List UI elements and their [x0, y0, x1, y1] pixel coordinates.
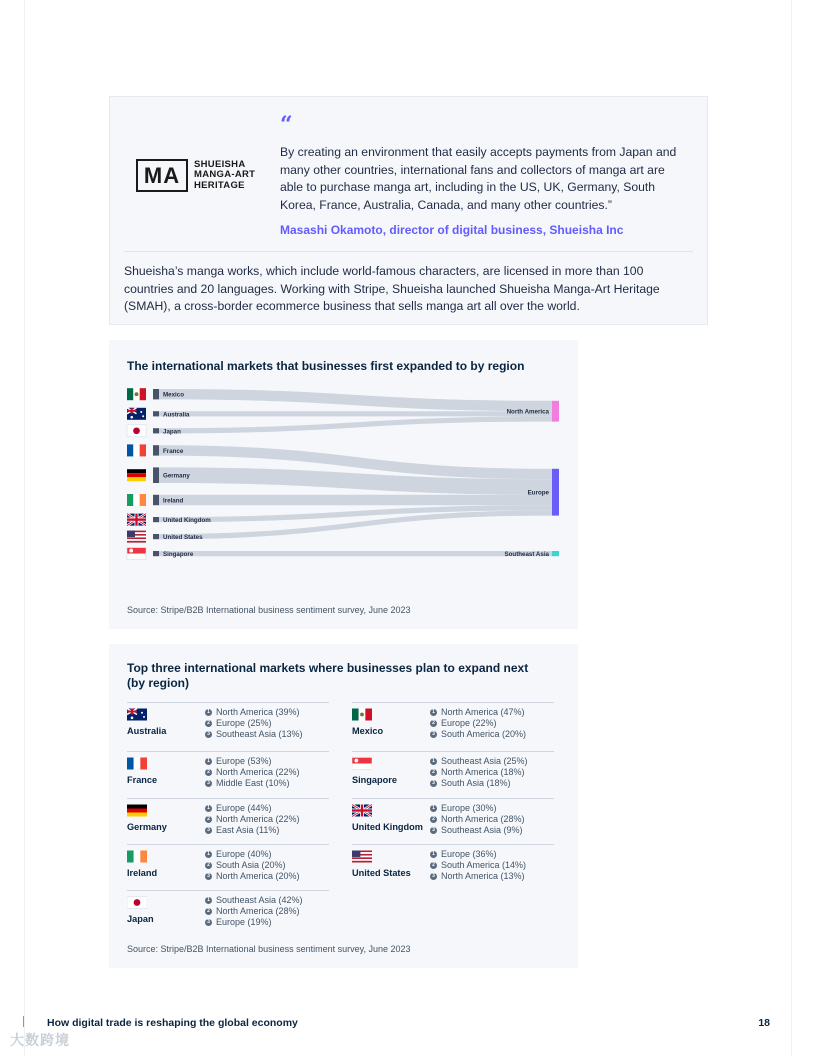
- market-item: [430, 803, 525, 814]
- rank-number-icon: 2: [205, 816, 212, 823]
- market-label: Southeast Asia (13%): [216, 729, 303, 739]
- market-item: [430, 871, 526, 882]
- country-row: [352, 751, 554, 795]
- market-label: Southeast Asia (25%): [441, 756, 528, 766]
- sankey-node-united-states: [153, 534, 159, 539]
- expansion-table-card: [109, 644, 578, 968]
- row-divider: [352, 798, 554, 799]
- country-name: Singapore: [352, 775, 397, 785]
- row-divider: [127, 844, 329, 845]
- market-list: [205, 707, 303, 740]
- sankey-node-mexico: [153, 389, 159, 399]
- rank-number-icon: 1: [430, 758, 437, 765]
- flag-us-icon: [352, 850, 372, 863]
- sankey-node-france: [153, 445, 159, 455]
- market-label: North America (20%): [216, 871, 300, 881]
- market-list: [205, 803, 300, 836]
- sankey-target-label-north-america: North America: [506, 408, 549, 416]
- logo-wordmark: [194, 160, 255, 192]
- divider: [124, 251, 693, 252]
- country-row: [127, 798, 329, 842]
- market-label: South Asia (18%): [441, 778, 511, 788]
- market-label: Europe (44%): [216, 803, 272, 813]
- market-item: [430, 825, 525, 836]
- country-name: United Kingdom: [352, 822, 423, 832]
- market-list: [430, 803, 525, 836]
- market-label: North America (28%): [216, 906, 300, 916]
- row-divider: [352, 751, 554, 752]
- flag-de-icon: [127, 804, 147, 817]
- rank-number-icon: 3: [430, 873, 437, 880]
- market-label: Europe (53%): [216, 756, 272, 766]
- market-item: [430, 729, 526, 740]
- rank-number-icon: 3: [205, 780, 212, 787]
- rank-number-icon: 3: [205, 731, 212, 738]
- sankey-label-australia: Australia: [163, 411, 190, 419]
- market-item: [205, 825, 300, 836]
- sankey-label-france: France: [163, 447, 184, 455]
- sankey-label-united-kingdom: United Kingdom: [163, 517, 211, 525]
- market-list: [430, 707, 526, 740]
- sankey-flow-japan: [159, 416, 552, 436]
- country-row: [352, 702, 554, 746]
- row-divider: [127, 702, 329, 703]
- flag-france-icon: [127, 444, 146, 456]
- flag-ie-icon: [127, 850, 147, 863]
- table-title: Top three international markets where businesses plan to expand next (by region): [127, 661, 529, 690]
- rank-number-icon: 2: [205, 720, 212, 727]
- country-name: Australia: [127, 726, 167, 736]
- rank-number-icon: 3: [430, 731, 437, 738]
- market-item: [430, 767, 528, 778]
- market-label: South America (20%): [441, 729, 527, 739]
- sankey-flow-singapore: [159, 551, 552, 559]
- market-label: North America (39%): [216, 707, 300, 717]
- sankey-label-japan: Japan: [163, 428, 181, 436]
- rank-number-icon: 2: [430, 769, 437, 776]
- sankey-flows: [159, 389, 552, 559]
- sankey-flow-ireland: [159, 495, 552, 505]
- chart-source: Source: Stripe/B2B International business sentiment survey, June 2023: [127, 605, 411, 615]
- logo-line-2: MANGA-ART: [194, 169, 256, 181]
- country-name: Mexico: [352, 726, 384, 736]
- market-item: [205, 767, 300, 778]
- market-label: North America (22%): [216, 814, 300, 824]
- country-name: Japan: [127, 914, 154, 924]
- rank-number-icon: 2: [430, 862, 437, 869]
- sankey-flow-australia: [159, 408, 552, 419]
- sankey-node-japan: [153, 428, 159, 433]
- row-divider: [127, 751, 329, 752]
- country-row: [352, 798, 554, 842]
- sankey-target-label-southeast-asia: Southeast Asia: [504, 551, 549, 559]
- market-item: [205, 849, 300, 860]
- rank-number-icon: 2: [430, 816, 437, 823]
- market-item: [205, 917, 303, 928]
- market-item: [430, 849, 526, 860]
- flag-jp-icon: [127, 896, 147, 909]
- logo-line-3: HERITAGE: [194, 179, 245, 191]
- rank-number-icon: 3: [430, 780, 437, 787]
- country-name: Ireland: [127, 868, 158, 878]
- page-number: 18: [758, 1017, 770, 1029]
- flag-ireland-icon: [127, 494, 146, 506]
- flag-singapore-icon: [127, 548, 146, 560]
- table-source: Source: Stripe/B2B International business sentiment survey, June 2023: [127, 944, 411, 954]
- country-row: [127, 844, 329, 888]
- flag-australia-icon: [127, 408, 146, 420]
- row-divider: [352, 702, 554, 703]
- market-item: [205, 871, 300, 882]
- market-item: [205, 756, 300, 767]
- sankey-chart: [109, 340, 578, 629]
- market-label: North America (28%): [441, 814, 525, 824]
- country-name: Germany: [127, 822, 167, 832]
- market-item: [430, 718, 526, 729]
- rank-number-icon: 1: [430, 805, 437, 812]
- sankey-label-ireland: Ireland: [163, 497, 184, 505]
- market-label: Europe (36%): [441, 849, 497, 859]
- sankey-node-ireland: [153, 495, 159, 505]
- market-item: [205, 895, 303, 906]
- market-label: South Asia (20%): [216, 860, 286, 870]
- market-label: Europe (22%): [441, 718, 497, 728]
- row-divider: [352, 844, 554, 845]
- sankey-target-label-europe: Europe: [527, 489, 549, 497]
- market-list: [205, 849, 300, 882]
- sankey-node-singapore: [153, 551, 159, 556]
- flag-au-icon: [127, 708, 147, 721]
- rank-number-icon: 3: [205, 873, 212, 880]
- market-label: East Asia (11%): [216, 825, 280, 835]
- sankey-label-germany: Germany: [163, 472, 190, 480]
- sankey-node-germany: [153, 467, 159, 483]
- market-label: Southeast Asia (42%): [216, 895, 303, 905]
- quote-card: [109, 96, 708, 325]
- rank-number-icon: 1: [205, 758, 212, 765]
- market-item: [205, 778, 300, 789]
- country-row: [127, 702, 329, 746]
- market-list: [430, 849, 526, 882]
- footer-title: How digital trade is reshaping the global economy: [47, 1017, 298, 1029]
- market-item: [430, 756, 528, 767]
- market-label: North America (47%): [441, 707, 525, 717]
- row-divider: [127, 890, 329, 891]
- market-list: [205, 895, 303, 928]
- row-divider: [127, 798, 329, 799]
- quote-body: Shueisha’s manga works, which include world-famous characters, are licensed in more than 100 countries and 20 languages. Working with Stripe, Shueisha launched Shueisha Manga-Art Heritage (SMAH), a cross-border ecommerce business that sells manga art all over the world.: [124, 264, 660, 313]
- sankey-label-united-states: United States: [163, 534, 203, 542]
- market-item: [430, 860, 526, 871]
- market-item: [205, 906, 303, 917]
- market-label: North America (22%): [216, 767, 300, 777]
- quote-mark-icon: “: [280, 112, 293, 138]
- country-name: United States: [352, 868, 411, 878]
- market-item: [205, 707, 303, 718]
- market-label: Europe (30%): [441, 803, 497, 813]
- market-label: Europe (19%): [216, 917, 272, 927]
- rank-number-icon: 2: [205, 769, 212, 776]
- flag-mx-icon: [352, 708, 372, 721]
- rank-number-icon: 1: [205, 897, 212, 904]
- market-label: Middle East (10%): [216, 778, 290, 788]
- flag-sg-icon: [352, 757, 372, 770]
- sankey-target-north-america: [552, 401, 559, 422]
- quote-text: By creating an environment that easily accepts payments from Japan and many other countries, international fans and collectors of manga art are able to purchase manga art, including in the US, UK, Germany, South Korea, France, Australia, Canada, and many other countries.”: [280, 145, 677, 212]
- rank-number-icon: 1: [205, 709, 212, 716]
- country-row: [127, 890, 329, 934]
- rank-number-icon: 3: [205, 919, 212, 926]
- sankey-label-singapore: Singapore: [163, 551, 194, 559]
- market-item: [205, 860, 300, 871]
- rank-number-icon: 3: [430, 827, 437, 834]
- market-item: [430, 707, 526, 718]
- flag-fr-icon: [127, 757, 147, 770]
- sankey-node-united-kingdom: [153, 517, 159, 522]
- market-label: Europe (25%): [216, 718, 272, 728]
- rank-number-icon: 2: [430, 720, 437, 727]
- sankey-node-australia: [153, 411, 159, 416]
- market-item: [205, 814, 300, 825]
- rank-number-icon: 2: [205, 862, 212, 869]
- shueisha-logo: [136, 159, 255, 192]
- flag-japan-icon: [127, 425, 146, 437]
- market-label: Europe (40%): [216, 849, 272, 859]
- flag-gb-icon: [352, 804, 372, 817]
- market-item: [205, 729, 303, 740]
- flag-mexico-icon: [127, 388, 146, 400]
- page-border-left: [24, 0, 25, 1056]
- rank-number-icon: 1: [430, 851, 437, 858]
- rank-number-icon: 1: [205, 805, 212, 812]
- rank-number-icon: 3: [205, 827, 212, 834]
- country-row: [127, 751, 329, 795]
- logo-monogram: MA: [136, 159, 188, 192]
- market-label: South America (14%): [441, 860, 527, 870]
- rank-number-icon: 1: [205, 851, 212, 858]
- sankey-chart-card: [109, 340, 578, 629]
- page-border-right: [791, 0, 792, 1056]
- country-row: [352, 844, 554, 888]
- market-list: [430, 756, 528, 789]
- footer-mark: [23, 1016, 24, 1027]
- flag-united-states-icon: [127, 531, 146, 543]
- market-item: [205, 803, 300, 814]
- flag-united-kingdom-icon: [127, 514, 146, 526]
- market-list: [205, 756, 300, 789]
- rank-number-icon: 1: [430, 709, 437, 716]
- sankey-label-mexico: Mexico: [163, 391, 184, 399]
- market-item: [430, 814, 525, 825]
- market-item: [205, 718, 303, 729]
- market-label: Southeast Asia (9%): [441, 825, 523, 835]
- sankey-target-europe: [552, 469, 559, 516]
- market-item: [430, 778, 528, 789]
- logo-line-1: SHUEISHA: [194, 158, 246, 170]
- watermark: 大数跨境: [10, 1032, 70, 1048]
- market-label: North America (13%): [441, 871, 525, 881]
- chart-title: The international markets that businesses first expanded to by region: [127, 359, 525, 373]
- sankey-flow-mexico: [159, 389, 552, 411]
- country-name: France: [127, 775, 158, 785]
- quote-attribution: Masashi Okamoto, director of digital business, Shueisha Inc: [280, 223, 624, 237]
- rank-number-icon: 2: [205, 908, 212, 915]
- market-label: North America (18%): [441, 767, 525, 777]
- sankey-target-southeast-asia: [552, 551, 559, 556]
- flag-germany-icon: [127, 469, 146, 481]
